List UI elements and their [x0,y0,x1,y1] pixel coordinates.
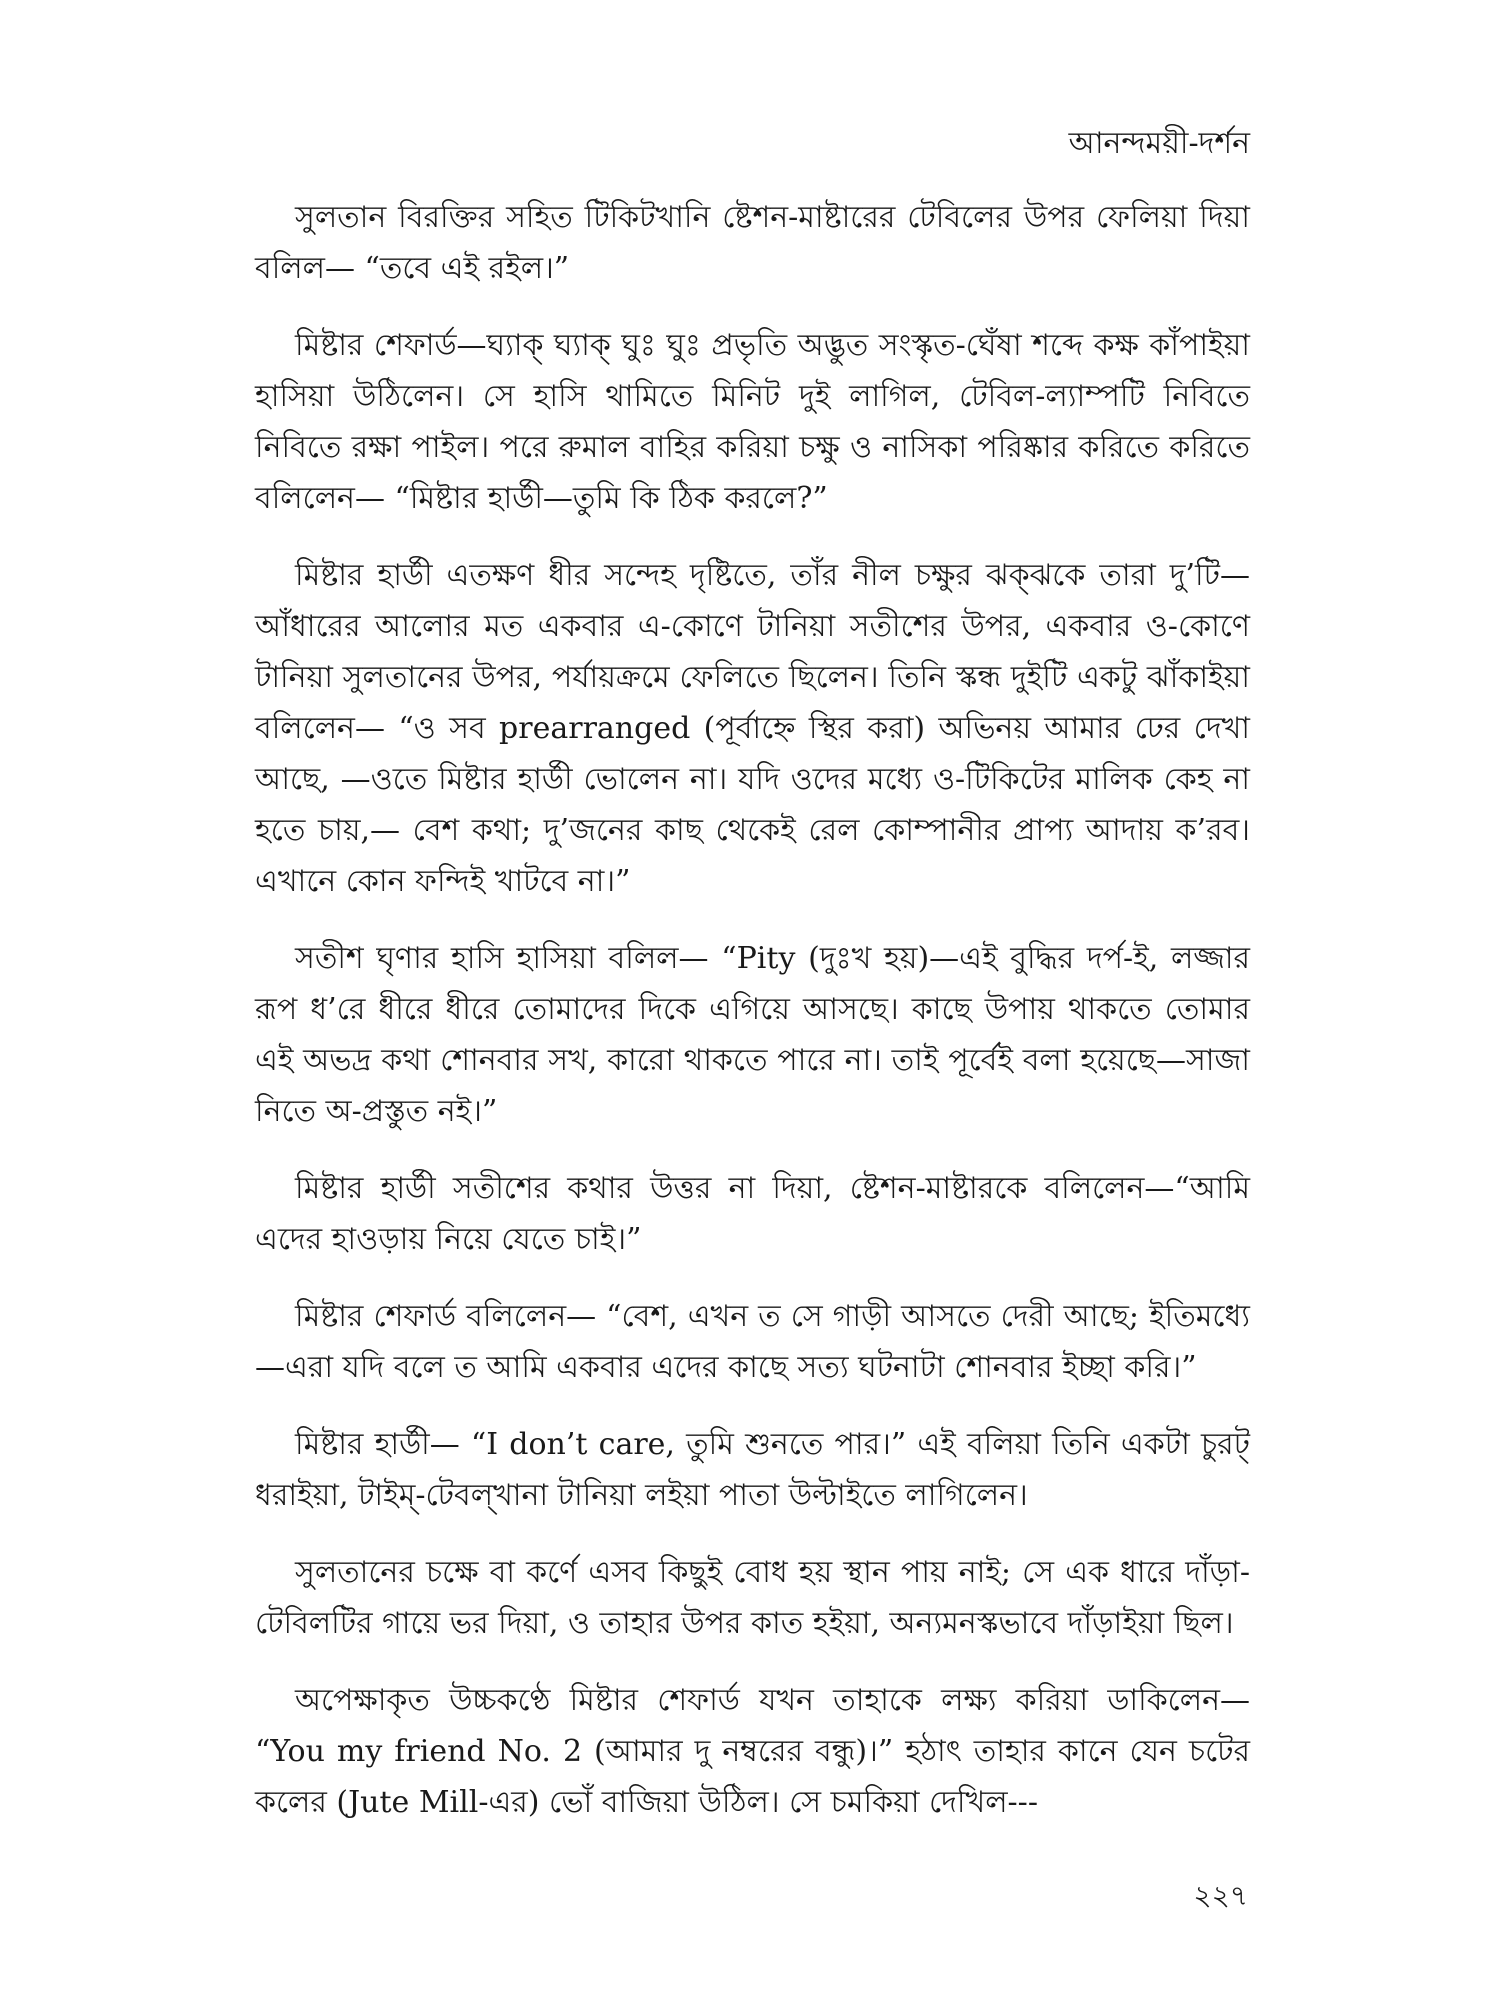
page-number: ২২৭ [1193,1879,1248,1912]
paragraph: সতীশ ঘৃণার হাসি হাসিয়া বলিল— “Pity (দুঃখ হয়)—এই বুদ্ধির দর্প-ই, লজ্জার রূপ ধ’রে ধীরে ধীরে তোমাদের দিকে এগিয়ে আসছে। কাছে উপায় থাকতে তোমার এই অভদ্র কথা শোনবার সখ, কারো থাকতে পারে না। তাই পূর্বেই বলা হয়েছে—সাজা নিতে অ-প্রস্তুত নই।” [255,941,1250,1129]
paragraph: মিষ্টার হার্ডী সতীশের কথার উত্তর না দিয়া, ষ্টেশন-মাষ্টারকে বলিলেন—“আমি এদের হাওড়ায় নিয়ে যেতে চাই।” [255,1171,1250,1257]
running-header-title: আনন্দময়ী-দর্শন [1068,126,1250,161]
body-text [255,192,1250,1854]
paragraph: মিষ্টার শেফার্ড বলিলেন— “বেশ, এখন ত সে গাড়ী আসতে দেরী আছে; ইতিমধ্যে—এরা যদি বলে ত আমি একবার এদের কাছে সত্য ঘটনাটা শোনবার ইচ্ছা করি।” [255,1299,1250,1385]
paragraph: সুলতান বিরক্তির সহিত টিকিটখানি ষ্টেশন-মাষ্টারের টেবিলের উপর ফেলিয়া দিয়া বলিল— “তবে এই রইল।” [255,200,1250,286]
paragraph: মিষ্টার হার্ডী— “I don’t care, তুমি শুনতে পার।” এই বলিয়া তিনি একটা চুরট্ ধরাইয়া, টাইম্-টেবল্খানা টানিয়া লইয়া পাতা উল্টাইতে লাগিলেন। [255,1427,1250,1513]
paragraph: সুলতানের চক্ষে বা কর্ণে এসব কিছুই বোধ হয় স্থান পায় নাই; সে এক ধারে দাঁড়া-টেবিলটির গায়ে ভর দিয়া, ও তাহার উপর কাত হইয়া, অন্যমনস্কভাবে দাঁড়াইয়া ছিল। [255,1555,1250,1641]
paragraph: অপেক্ষাকৃত উচ্চকণ্ঠে মিষ্টার শেফার্ড যখন তাহাকে লক্ষ্য করিয়া ডাকিলেন— “You my friend No. 2 (আমার দু নম্বরের বন্ধু)।” হঠাৎ তাহার কানে যেন চটের কলের (Jute Mill-এর) ভোঁ বাজিয়া উঠিল। সে চমকিয়া দেখিল--- [255,1683,1250,1820]
paragraph: মিষ্টার হার্ডী এতক্ষণ ধীর সন্দেহ দৃষ্টিতে, তাঁর নীল চক্ষুর ঝক্ঝকে তারা দু’টি—আঁধারের আলোর মত একবার এ-কোণে টানিয়া সতীশের উপর, একবার ও-কোণে টানিয়া সুলতানের উপর, পর্যায়ক্রমে ফেলিতে ছিলেন। তিনি স্কন্ধ দুইটি একটু ঝাঁকাইয়া বলিলেন— “ও সব prearranged (পূর্বাহ্নে স্থির করা) অভিনয় আমার ঢের দেখা আছে, —ওতে মিষ্টার হার্ডী ভোলেন না। যদি ওদের মধ্যে ও-টিকিটের মালিক কেহ না হতে চায়,— বেশ কথা; দু’জনের কাছ থেকেই রেল কোম্পানীর প্রাপ্য আদায় ক’রব। এখানে কোন ফন্দিই খাটবে না।” [255,558,1250,899]
paragraph: মিষ্টার শেফার্ড—ঘ্যাক্ ঘ্যাক্ ঘুঃ ঘুঃ প্রভৃতি অদ্ভুত সংস্কৃত-ঘেঁষা শব্দে কক্ষ কাঁপাইয়া হাসিয়া উঠিলেন। সে হাসি থামিতে মিনিট দুই লাগিল, টেবিল-ল্যাম্পটি নিবিতে নিবিতে রক্ষা পাইল। পরে রুমাল বাহির করিয়া চক্ষু ও নাসিকা পরিষ্কার করিতে করিতে বলিলেন— “মিষ্টার হার্ডী—তুমি কি ঠিক করলে?” [255,328,1250,516]
